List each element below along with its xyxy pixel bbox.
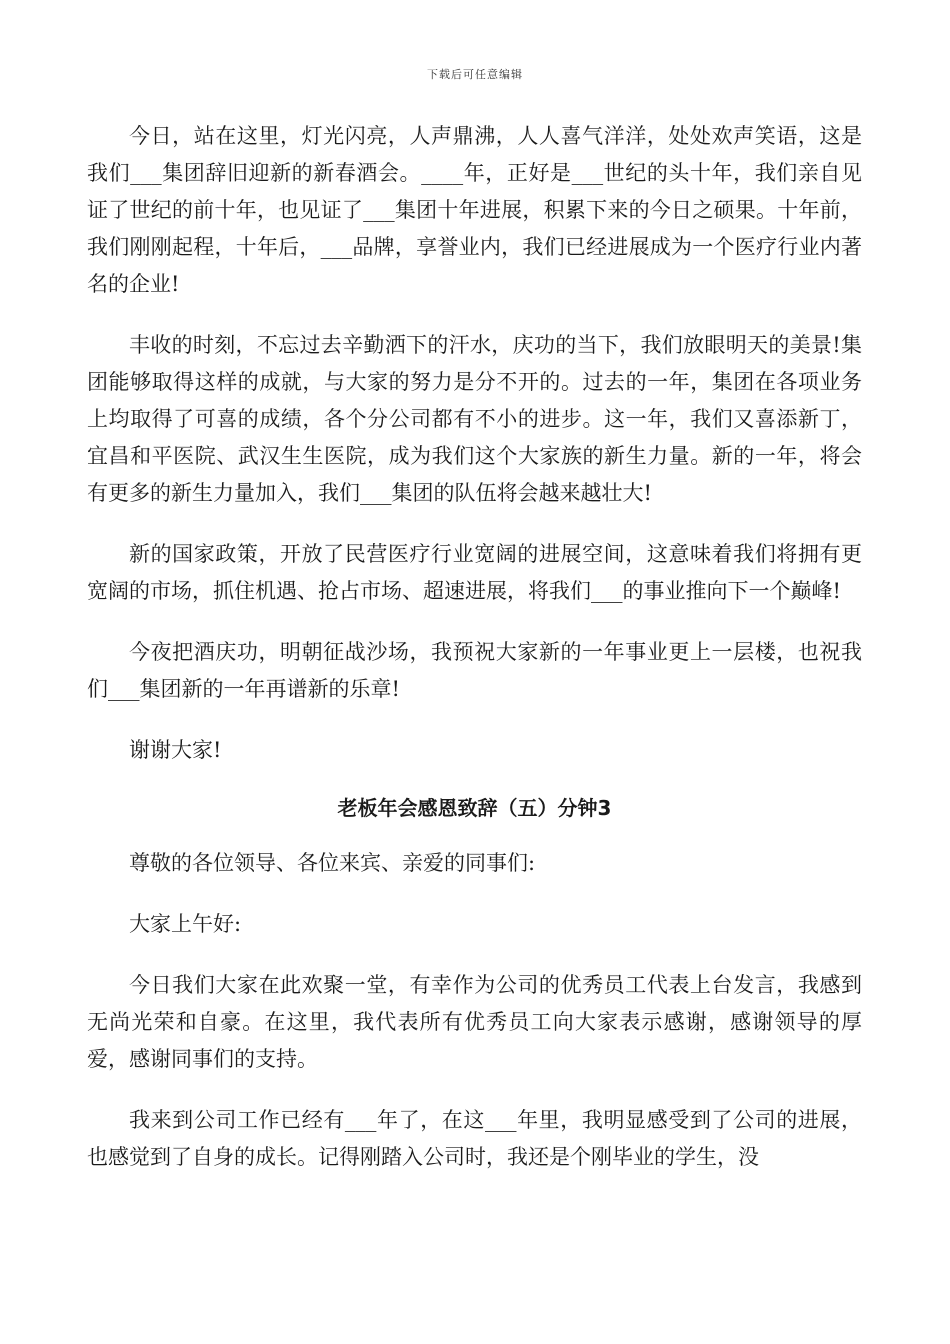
paragraph: 今日，站在这里，灯光闪亮，人声鼎沸，人人喜气洋洋，处处欢声笑语，这是我们___集团辞旧迎新的新春酒会。____年，正好是___世纪的头十年，我们亲自见证了世纪的前十年，也见证了___集团十年进展，积累下来的今日之硕果。十年前，我们刚刚起程，十年后，___品牌，享誉业内，我们已经进展成为一个医疗行业内著名的企业! [87, 124, 862, 296]
paragraph: 我来到公司工作已经有___年了，在这___年里，我明显感受到了公司的进展，也感觉到了自身的成长。记得刚踏入公司时，我还是个刚毕业的学生，没 [87, 1108, 862, 1169]
paragraph: 丰收的时刻，不忘过去辛勤洒下的汗水，庆功的当下，我们放眼明天的美景!集团能够取得这样的成就，与大家的努力是分不开的。过去的一年，集团在各项业务上均取得了可喜的成绩，各个分公司都有不小的进步。这一年，我们又喜添新丁，宜昌和平医院、武汉生生医院，成为我们这个大家族的新生力量。新的一年，将会有更多的新生力量加入，我们___集团的队伍将会越来越壮大! [87, 333, 862, 505]
paragraph: 今夜把酒庆功，明朝征战沙场，我预祝大家新的一年事业更上一层楼，也祝我们___集团新的一年再谱新的乐章! [87, 640, 862, 701]
header-note: 下载后可任意编辑 [427, 68, 523, 81]
paragraph: 新的国家政策，开放了民营医疗行业宽阔的进展空间，这意味着我们将拥有更宽阔的市场，抓住机遇、抢占市场、超速进展，将我们___的事业推向下一个巅峰! [87, 542, 862, 603]
paragraph: 尊敬的各位领导、各位来宾、亲爱的同事们: [129, 851, 536, 875]
section-heading: 老板年会感恩致辞（五）分钟3 [337, 796, 612, 820]
paragraph: 今日我们大家在此欢聚一堂，有幸作为公司的优秀员工代表上台发言，我感到无尚光荣和自豪。在这里，我代表所有优秀员工向大家表示感谢，感谢领导的厚爱，感谢同事们的支持。 [87, 973, 862, 1071]
document-body [87, 118, 862, 1200]
paragraph: 大家上午好: [129, 912, 242, 936]
paragraph: 谢谢大家! [129, 738, 222, 762]
